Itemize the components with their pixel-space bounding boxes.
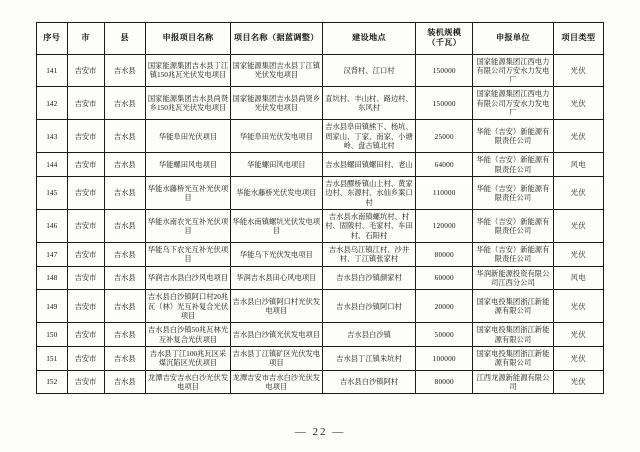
column-header-adjusted-name: 项目名称（据蓝调整）	[231, 23, 323, 55]
cell-capacity: 64000	[416, 153, 473, 177]
cell-adjusted-name: 华能螺田风电项目	[231, 153, 323, 177]
cell-county: 吉水县	[104, 177, 145, 210]
cell-location: 吉水县丁江镇朱坑村	[322, 347, 416, 371]
table-row	[37, 243, 604, 267]
cell-county: 吉水县	[104, 210, 145, 243]
table-row	[37, 266, 604, 290]
cell-unit: 国家电投集团浙江新能源有限公司	[473, 347, 554, 371]
table-row	[37, 210, 604, 243]
cell-capacity: 80000	[416, 370, 473, 394]
cell-seq: 144	[37, 153, 68, 177]
column-header-project-name: 申报项目名称	[146, 23, 231, 55]
cell-city: 吉安市	[67, 177, 104, 210]
cell-unit: 国家电投集团浙江新能源有限公司	[473, 323, 554, 347]
cell-project-name: 华能水南农光互补光伏项目	[146, 210, 231, 243]
cell-city: 吉安市	[67, 243, 104, 267]
cell-capacity: 150000	[416, 54, 473, 87]
cell-project-name: 吉水县丁江100兆瓦区采煤沉陷区光伏项目	[146, 347, 231, 371]
cell-city: 吉安市	[67, 87, 104, 120]
cell-county: 吉水县	[104, 347, 145, 371]
cell-unit: 江西龙源新能源有限公司	[473, 370, 554, 394]
cell-adjusted-name: 吉水县丁江镇矿区光伏发电项目	[231, 347, 323, 371]
cell-project-name: 华能水藤桥光互补光伏项目	[146, 177, 231, 210]
cell-seq: 150	[37, 323, 68, 347]
cell-adjusted-name: 吉水县白沙镇阿口村光伏发电项目	[231, 290, 323, 323]
cell-project-name: 华润吉水县白沙风电项目	[146, 266, 231, 290]
cell-seq: 148	[37, 266, 68, 290]
cell-seq: 145	[37, 177, 68, 210]
cell-unit: 华能（吉安）新能源有限责任公司	[473, 210, 554, 243]
cell-capacity: 50000	[416, 323, 473, 347]
cell-project-name: 华能阜田光伏项目	[146, 120, 231, 153]
cell-adjusted-name: 华能水南镇螺坑光伏发电项目	[231, 210, 323, 243]
cell-city: 吉安市	[67, 266, 104, 290]
cell-type: 光伏	[553, 243, 603, 267]
table-row	[37, 347, 604, 371]
cell-seq: 142	[37, 87, 68, 120]
cell-unit: 国家能源集团江西电力有限公司万安水力发电厂	[473, 87, 554, 120]
cell-location: 吉水县螺田镇螺田村、老山	[322, 153, 416, 177]
cell-seq: 146	[37, 210, 68, 243]
cell-location: 吉水县白沙镇阿口村	[322, 290, 416, 323]
cell-location: 吉水县水南镇螺坑村、村村、固陂村、毛家村、车田村、石阳村	[322, 210, 416, 243]
cell-type: 光伏	[553, 347, 603, 371]
cell-type: 光伏	[553, 54, 603, 87]
cell-seq: 147	[37, 243, 68, 267]
cell-city: 吉安市	[67, 290, 104, 323]
cell-capacity: 110000	[416, 177, 473, 210]
table-body	[37, 54, 604, 394]
cell-county: 吉水县	[104, 87, 145, 120]
cell-project-name: 国家能源集团吉水县尚贤乡150兆瓦光伏发电项目	[146, 87, 231, 120]
cell-unit: 国家能源集团江西电力有限公司万安水力发电厂	[473, 54, 554, 87]
cell-county: 吉水县	[104, 120, 145, 153]
cell-county: 吉水县	[104, 290, 145, 323]
table-row	[37, 87, 604, 120]
cell-project-name: 吉水县白沙镇阿口村20兆瓦（林）光互补复合光伏项目	[146, 290, 231, 323]
cell-type: 光伏	[553, 370, 603, 394]
cell-adjusted-name: 华润吉水县田心风电项目	[231, 266, 323, 290]
cell-unit: 华润新能源投资有限公司江西分公司	[473, 266, 554, 290]
cell-county: 吉水县	[104, 54, 145, 87]
table-header-row	[37, 23, 604, 55]
cell-county: 吉水县	[104, 370, 145, 394]
table-row	[37, 290, 604, 323]
table-row	[37, 120, 604, 153]
cell-location: 吉水县白沙镇	[322, 323, 416, 347]
cell-capacity: 150000	[416, 87, 473, 120]
cell-adjusted-name: 国家能源集团吉水县尚贤乡光伏发电项目	[231, 87, 323, 120]
cell-seq: 149	[37, 290, 68, 323]
column-header-seq: 序号	[37, 23, 68, 55]
cell-type: 光伏	[553, 323, 603, 347]
cell-type: 光伏	[553, 290, 603, 323]
cell-county: 吉水县	[104, 266, 145, 290]
cell-capacity: 100000	[416, 347, 473, 371]
cell-city: 吉安市	[67, 347, 104, 371]
cell-type: 风电	[553, 153, 603, 177]
cell-location: 吉水县白沙镇颜家村	[322, 266, 416, 290]
cell-project-name: 华能螺田风电项目	[146, 153, 231, 177]
cell-county: 吉水县	[104, 153, 145, 177]
cell-type: 光伏	[553, 87, 603, 120]
cell-unit: 国家电投集团浙江新能源有限公司	[473, 290, 554, 323]
cell-capacity: 120000	[416, 210, 473, 243]
cell-type: 光伏	[553, 120, 603, 153]
cell-adjusted-name: 国家能源集团吉水县丁江镇光伏发电项目	[231, 54, 323, 87]
cell-city: 吉安市	[67, 370, 104, 394]
cell-capacity: 20000	[416, 290, 473, 323]
cell-location: 吉水县醪桥镇山上村、黄家边村、东源村、水仙乡案口村	[322, 177, 416, 210]
cell-location: 吉水县阜田镇熊下、杨坑、周家山、丁家、南家、小塘岭、盘古镇北村	[322, 120, 416, 153]
cell-adjusted-name: 吉水县白沙镇光伏发电项目	[231, 323, 323, 347]
cell-city: 吉安市	[67, 153, 104, 177]
cell-adjusted-name: 华能水藤桥光伏发电项目	[231, 177, 323, 210]
capacity-header-line1: 装机规模	[427, 28, 462, 37]
cell-project-name: 国家能源集团吉水县丁江镇150兆瓦光伏发电项目	[146, 54, 231, 87]
cell-unit: 华能（吉安）新能源有限责任公司	[473, 243, 554, 267]
column-header-county: 县	[104, 23, 145, 55]
cell-unit: 华能（吉安）新能源有限责任公司	[473, 177, 554, 210]
cell-county: 吉水县	[104, 323, 145, 347]
cell-unit: 华能（吉安）新能源有限责任公司	[473, 120, 554, 153]
cell-capacity: 80000	[416, 243, 473, 267]
cell-adjusted-name: 华能阜田光伏发电项目	[231, 120, 323, 153]
table-row	[37, 323, 604, 347]
column-header-unit: 申报单位	[473, 23, 554, 55]
cell-adjusted-name: 华能乌下光伏发电项目	[231, 243, 323, 267]
column-header-city: 市	[67, 23, 104, 55]
page-number: — 22 —	[294, 426, 346, 438]
cell-capacity: 60000	[416, 266, 473, 290]
cell-project-name: 吉水县白沙镇50兆瓦林光互补复合光伏项目	[146, 323, 231, 347]
cell-type: 风电	[553, 266, 603, 290]
cell-location: 汉背村、江口村	[322, 54, 416, 87]
project-table	[36, 22, 604, 394]
cell-location: 直坑村、丰山村、路边村、东风村	[322, 87, 416, 120]
cell-type: 光伏	[553, 210, 603, 243]
capacity-header-line2: （千瓦）	[427, 38, 462, 48]
cell-project-name: 龙潭吉安吉水白沙光伏发电项目	[146, 370, 231, 394]
cell-capacity: 25000	[416, 120, 473, 153]
cell-seq: 152	[37, 370, 68, 394]
column-header-location: 建设地点	[322, 23, 416, 55]
column-header-type: 项目类型	[553, 23, 603, 55]
table-row	[37, 153, 604, 177]
cell-location: 吉水县乌江镇江村、沙井村、丁江镇张家村	[322, 243, 416, 267]
cell-type: 光伏	[553, 177, 603, 210]
cell-city: 吉安市	[67, 210, 104, 243]
cell-adjusted-name: 龙潭吉安市吉水白沙光伏发电项目	[231, 370, 323, 394]
cell-county: 吉水县	[104, 243, 145, 267]
table-row	[37, 177, 604, 210]
cell-city: 吉安市	[67, 323, 104, 347]
cell-seq: 141	[37, 54, 68, 87]
cell-seq: 143	[37, 120, 68, 153]
cell-project-name: 华能乌下农光互补光伏项目	[146, 243, 231, 267]
cell-unit: 华能（吉安）新能源有限责任公司	[473, 153, 554, 177]
cell-city: 吉安市	[67, 120, 104, 153]
cell-city: 吉安市	[67, 54, 104, 87]
column-header-capacity	[416, 23, 473, 55]
cell-seq: 151	[37, 347, 68, 371]
table-row	[37, 54, 604, 87]
cell-location: 吉水县白沙镇阿村	[322, 370, 416, 394]
table-row	[37, 370, 604, 394]
